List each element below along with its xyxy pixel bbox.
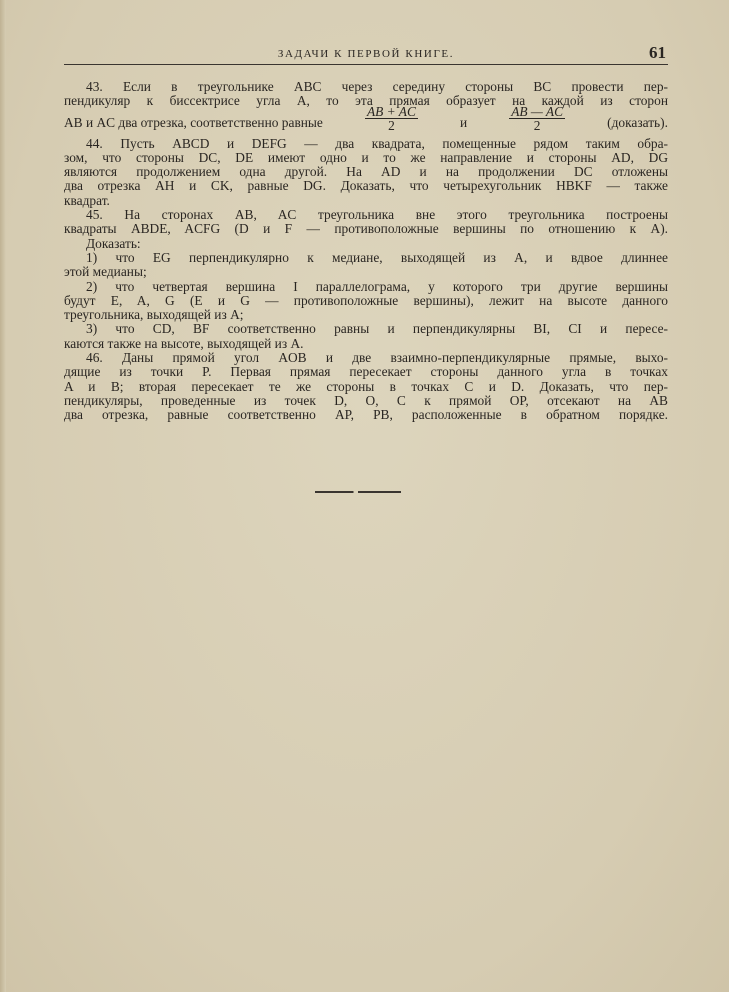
fraction-sum (365, 105, 418, 132)
section-end-ornament (315, 491, 401, 493)
text-line: пендикуляр к биссектрисе угла A, то эта прямая образует на каждой из сторон (64, 94, 668, 109)
fraction-numerator: AB + AC (366, 104, 416, 120)
text-segment: и (459, 114, 468, 130)
text-line: Доказать: (86, 236, 141, 251)
text-segment: AB и AC два отрезка, соответственно равные (64, 114, 323, 130)
text-line: этой медианы; (64, 265, 147, 280)
problem-44 (64, 137, 668, 208)
text-line: 2) что четвертая вершина I параллелограма, у которого три другие вершины (86, 279, 668, 294)
text-line-with-fractions (64, 104, 668, 137)
fraction-numerator: AB — AC (511, 104, 564, 120)
problem-46 (64, 351, 668, 422)
text-line: 1) что EG перпендикулярно к медиане, выходящей из A, и вдвое длиннее (86, 250, 668, 265)
page-number: 61 (649, 43, 666, 62)
fraction-difference (509, 105, 565, 132)
problem-43 (64, 80, 668, 137)
running-title: ЗАДАЧИ К ПЕРВОЙ КНИГЕ. (277, 48, 455, 60)
text-line: каются также на высоте, выходящей из A. (64, 336, 304, 351)
text-segment: (доказать). (607, 114, 668, 130)
text-line: A и B; вторая пересекает те же стороны в точках C и D. Доказать, что пер- (64, 379, 668, 394)
fraction-denominator: 2 (388, 118, 395, 134)
text-line: будут E, A, G (E и G — противоположные вершины), лежит на высоте данного (64, 293, 668, 308)
text-line: 3) что CD, BF соответственно равны и перпендикулярны BI, CI и пересе- (86, 322, 668, 337)
page-header (64, 44, 668, 62)
text-line: два отрезка, равные соответственно AP, PB, расположенные в обратном порядке. (64, 408, 668, 423)
text-line: зом, что стороны DC, DE имеют одно и то же направление и стороны AD, DG (64, 150, 668, 165)
fraction-denominator: 2 (533, 118, 541, 134)
text-line: 46. Даны прямой угол AOB и две взаимно-перпендикулярные прямые, выхо- (86, 351, 668, 366)
page-edge (0, 0, 6, 992)
text-line: квадрат. (64, 193, 110, 208)
header-rule (64, 64, 668, 65)
problem-45 (64, 208, 668, 351)
page-body (64, 80, 668, 423)
text-line: 43. Если в треугольнике ABC через середину стороны BC провести пер- (86, 80, 668, 94)
text-line: треугольника, выходящей из A; (64, 308, 244, 323)
text-line: два отрезка AH и CK, равные DG. Доказать, что четырехугольник HBKF — также (64, 179, 668, 194)
text-line: 45. На сторонах AB, AC треугольника вне этого треугольника построены (86, 208, 668, 223)
text-line: квадраты ABDE, ACFG (D и F — противоположные вершины по отношению к A). (64, 222, 668, 237)
text-line: 44. Пусть ABCD и DEFG — два квадрата, помещенные рядом таким обра- (86, 136, 668, 151)
text-line: пендикуляры, проведенные из точек D, O, C к прямой OP, отсекают на AB (64, 393, 668, 408)
text-line: являются продолжением одна другой. На AD и на продолжении DC отложены (64, 165, 668, 180)
text-line: дящие из точки P. Первая прямая пересекает стороны данного угла в точках (64, 365, 668, 380)
